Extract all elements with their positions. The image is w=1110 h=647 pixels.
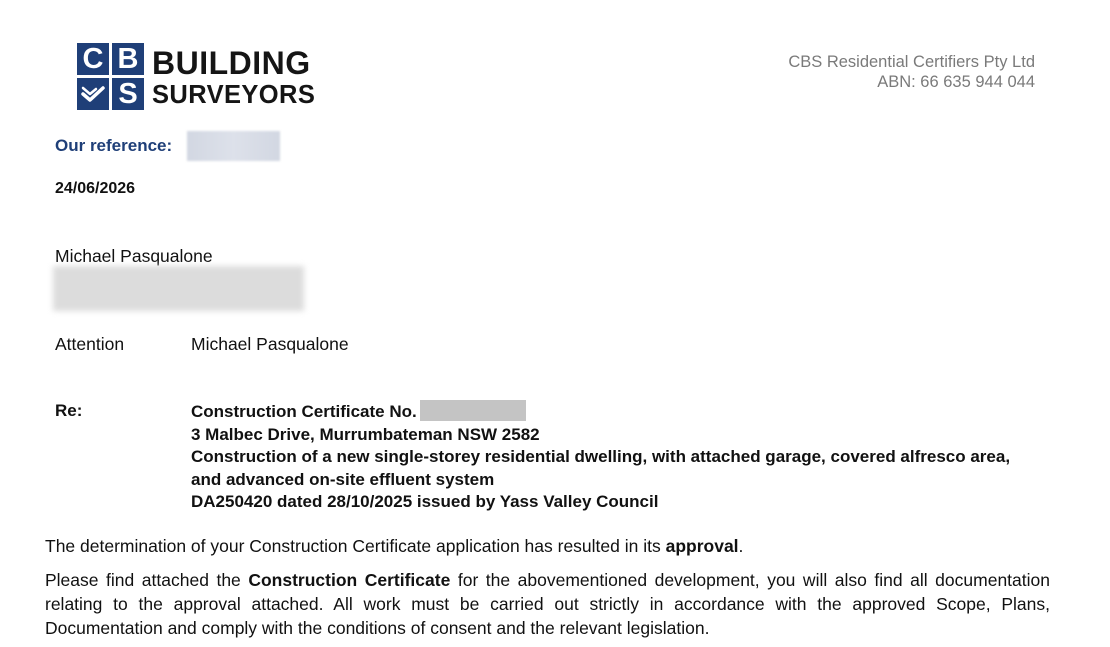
logo-letter-c: C (77, 43, 109, 75)
re-certificate-prefix: Construction Certificate No. (191, 402, 417, 421)
paragraph-2-start: Please find attached the (45, 570, 249, 590)
re-development-application: DA250420 dated 28/10/2025 issued by Yass Valley Council (191, 492, 659, 511)
paragraph-determination (45, 534, 1050, 558)
company-name: CBS Residential Certifiers Pty Ltd (788, 53, 1035, 71)
paragraph-attachments (45, 568, 1050, 640)
address-redaction (53, 266, 304, 311)
company-abn: ABN: 66 635 944 044 (877, 73, 1035, 91)
company-details (788, 52, 1035, 92)
certificate-number-redaction (420, 400, 526, 421)
paragraph-2-certificate: Construction Certificate (248, 570, 451, 590)
attention-value: Michael Pasqualone (191, 334, 349, 354)
paragraph-1-end: . (738, 536, 744, 556)
re-certificate-line (191, 400, 1011, 424)
paragraph-1-approval: approval (665, 536, 739, 556)
re-description: Construction of a new single-storey residential dwelling, with attached garage, covered alfresco area, and advanced on-site effluent system (191, 447, 1011, 489)
reference-redaction (187, 131, 280, 161)
company-logo (77, 43, 327, 113)
logo-letter-s: S (112, 78, 144, 110)
logo-check-icon (77, 78, 109, 110)
recipient-name: Michael Pasqualone (55, 246, 213, 266)
logo-word-building: BUILDING (152, 45, 311, 81)
logo-letter-b: B (112, 43, 144, 75)
re-address: 3 Malbec Drive, Murrumbateman NSW 2582 (191, 424, 540, 444)
reference-label: Our reference: (55, 136, 173, 155)
re-details (191, 400, 1011, 514)
logo-word-surveyors: SURVEYORS (152, 81, 316, 109)
paragraph-1-text: The determination of your Construction Certificate application has resulted in its (45, 536, 666, 556)
letter-date: 24/06/2026 (55, 180, 136, 197)
re-label: Re: (55, 401, 83, 420)
logo-mark (77, 43, 145, 111)
paragraph-2-rest: for the abovementioned development, you will also find all documentation relating to the approval attached. All work must be carried out strictly in accordance with the approved Scope, Plans, Documentation and comply with the conditions of consent and the relevant legislation. (45, 570, 1050, 638)
attention-label: Attention (55, 334, 125, 354)
